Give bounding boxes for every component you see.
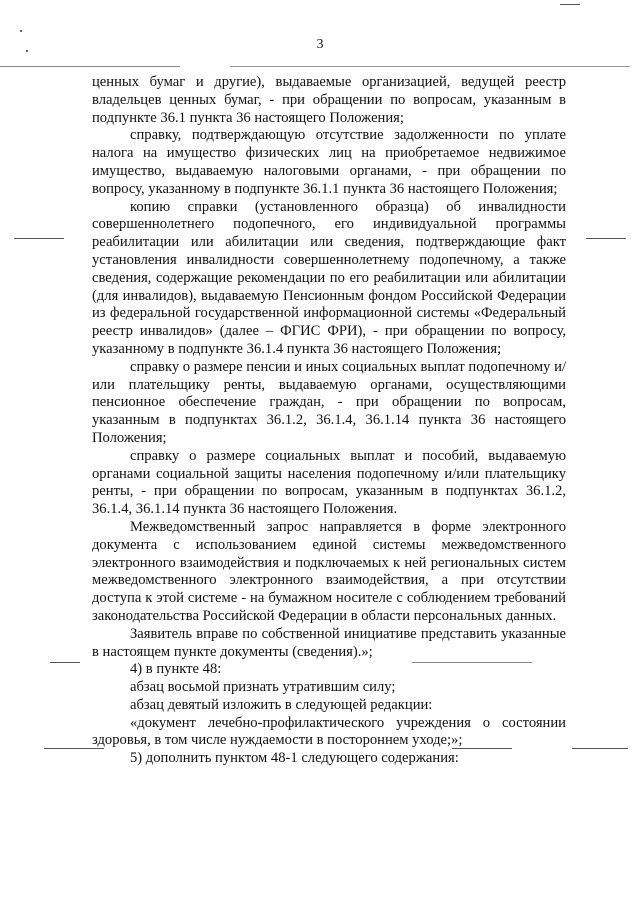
scan-artifact-line: [0, 66, 180, 67]
paragraph: абзац девятый изложить в следующей редакции:: [130, 696, 433, 713]
paragraph: справку, подтверждающую отсутствие задолженности по уплате налога на имущество физических лиц на приобретаемое недвижимое имущество, выдаваемую налоговыми органами, - при обращении по вопросу, указанному в подпункте 36.1.1 пункта 36 настоящего Положения;: [92, 127, 566, 197]
paragraph: справку о размере пенсии и иных социальных выплат подопечному и/или плательщику ренты, выдаваемую органами, осуществляющими пенсионное обеспечение граждан, - при обращении по вопросам, указанным в подпунктах 36.1.2, 36.1.4, 36.1.14 пункта 36 настоящего Положения;: [92, 358, 566, 446]
paragraph: 4) в пункте 48:: [130, 661, 222, 678]
paragraph: абзац восьмой признать утратившим силу;: [130, 679, 396, 696]
paragraph: ценных бумаг и другие), выдаваемые организацией, ведущей реестр владельцев ценных бумаг, - при обращении по вопросам, указанным в подпункте 36.1 пункта 36 настоящего Положения;: [92, 74, 566, 126]
document-body: [92, 74, 566, 768]
scan-artifact-line: [14, 238, 64, 239]
scan-artifact-line: [230, 66, 630, 67]
scan-artifact-line: [586, 238, 626, 239]
scan-artifact-line: [560, 4, 580, 5]
paragraph: Межведомственный запрос направляется в форме электронного документа с использованием единой системы межведомственного электронного взаимодействия и подключаемых к ней региональных систем межведомственного электронного взаимодействия, а при отсутствии доступа к этой системе - на бумажном носителе с соблюдением требований законодательства Российской Федерации в области персональных данных.: [92, 518, 566, 624]
scan-artifact-line: [50, 662, 80, 663]
paragraph: Заявитель вправе по собственной инициативе представить указанные в настоящем пункте документы (сведения).»;: [92, 625, 566, 660]
paragraph: справку о размере социальных выплат и пособий, выдаваемую органами социальной защиты населения подопечному и/или плательщику ренты, - при обращении по вопросам, указанным в подпунктах 36.1.2, 36.1.4, 36.1.14 пункта 36 настоящего Положения.: [92, 447, 566, 518]
page-number: 3: [316, 37, 324, 52]
paragraph: 5) дополнить пунктом 48-1 следующего содержания:: [130, 750, 459, 767]
paragraph: копию справки (установленного образца) об инвалидности совершеннолетнего подопечного, его индивидуальной программы реабилитации или абилитации или сведения, подтверждающие факт установления инвалидности совершеннолетнему подопечному, а также сведения, содержащие рекомендации по его реабилитации или абилитации (для инвалидов), выдаваемую Пенсионным фондом Российской Федерации из федеральной государственной информационной системы «Федеральный реестр инвалидов» (далее – ФГИС ФРИ), - при обращении по вопросу, указанному в подпункте 36.1.4 пункта 36 настоящего Положения;: [92, 198, 566, 357]
scan-artifact-line: [572, 748, 628, 749]
scan-artifact-dot: [20, 30, 22, 32]
paragraph: «документ лечебно-профилактического учреждения о состоянии здоровья, в том числе нуждаемости в постороннем уходе;»;: [92, 714, 566, 749]
